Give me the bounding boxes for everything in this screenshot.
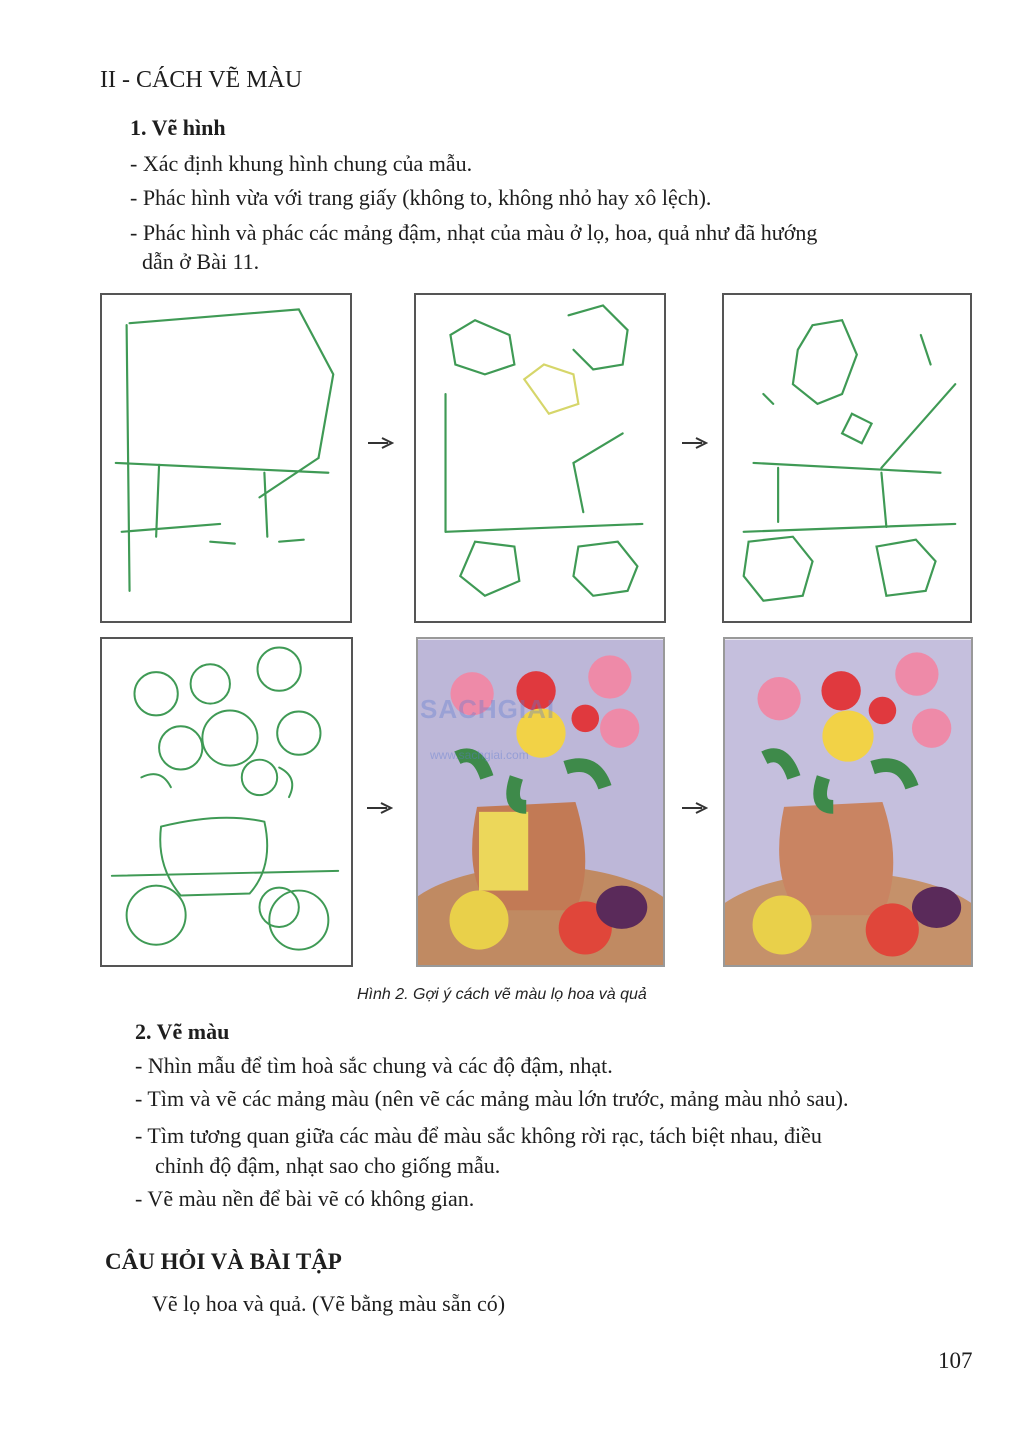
figure-caption: Hình 2. Gợi ý cách vẽ màu lọ hoa và quả <box>357 986 647 1003</box>
step2-item: - Vẽ màu nền để bài vẽ có không gian. <box>135 1186 475 1211</box>
step1-item: dẫn ở Bài 11. <box>142 249 260 274</box>
step2-item: - Tìm và vẽ các mảng màu (nên vẽ các mảng màu lớn trước, mảng màu nhỏ sau). <box>135 1086 849 1111</box>
exercise-heading: CÂU HỎI VÀ BÀI TẬP <box>105 1249 342 1274</box>
sketch-panel-1 <box>100 293 352 623</box>
step1-item: - Phác hình vừa với trang giấy (không to, không nhỏ hay xô lệch). <box>130 185 712 210</box>
watermark-url: www.sachgiai.com <box>430 748 529 762</box>
color-panel-1 <box>416 637 665 967</box>
step2-item: - Tìm tương quan giữa các màu để màu sắc không rời rạc, tách biệt nhau, điều <box>135 1123 822 1148</box>
sketch-panel-2 <box>414 293 666 623</box>
step1-item: - Xác định khung hình chung của mẫu. <box>130 151 473 176</box>
exercise-text: Vẽ lọ hoa và quả. (Vẽ bằng màu sẵn có) <box>152 1291 506 1316</box>
color-panel-2 <box>723 637 973 967</box>
sketch-panel-3 <box>722 293 972 623</box>
arrow-right-icon <box>682 437 708 449</box>
arrow-right-icon <box>367 802 393 814</box>
step1-item: - Phác hình và phác các mảng đậm, nhạt của màu ở lọ, hoa, quả như đã hướng <box>130 220 818 245</box>
page-number: 107 <box>938 1348 973 1373</box>
watermark: SACHGIAI <box>420 694 556 724</box>
arrow-right-icon <box>682 802 708 814</box>
section-title: II - CÁCH VẼ MÀU <box>100 67 303 93</box>
step2-heading: 2. Vẽ màu <box>135 1019 230 1044</box>
step1-heading: 1. Vẽ hình <box>130 115 226 140</box>
arrow-right-icon <box>368 437 394 449</box>
step2-item: chỉnh độ đậm, nhạt sao cho giống mẫu. <box>155 1153 501 1178</box>
sketch-panel-4 <box>100 637 353 967</box>
step2-item: - Nhìn mẫu để tìm hoà sắc chung và các độ đậm, nhạt. <box>135 1053 613 1078</box>
